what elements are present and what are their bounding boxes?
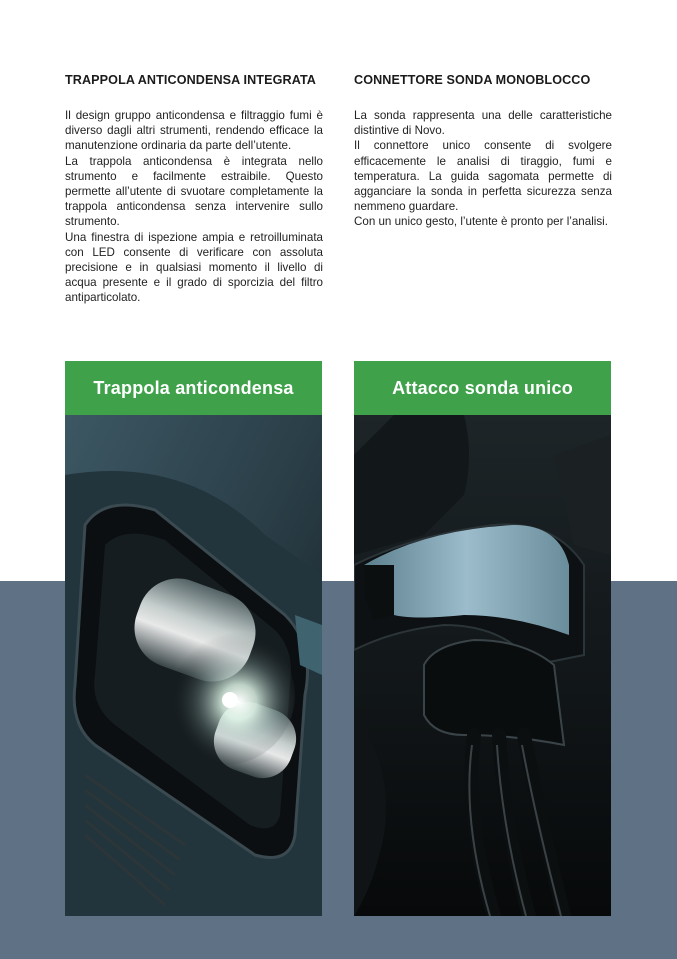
condensate-trap-photo xyxy=(65,415,322,916)
left-text-column xyxy=(65,72,323,306)
card-probe-connector xyxy=(354,361,611,916)
card-title-probe-connector: Attacco sonda unico xyxy=(354,361,611,415)
left-paragraph-1: Il design gruppo anticondensa e filtraggio fumi è diverso dagli altri strumenti, rendendo efficace la manutenzione ordinaria da parte dell’utente. xyxy=(65,109,323,153)
card-title-condensate-trap: Trappola anticondensa xyxy=(65,361,322,415)
card-condensate-trap xyxy=(65,361,322,916)
probe-connector-photo xyxy=(354,415,611,916)
right-paragraph-2: Il connettore unico consente di svolgere efficacemente le analisi di tiraggio, fumi e temperatura. La guida sagomata permette di agganciare la sonda in perfetta sicurezza senza nemmeno guardare. xyxy=(354,139,612,214)
left-paragraph-2: La trappola anticondensa è integrata nello strumento e facilmente estraibile. Questo permette all’utente di svuotare completamente la trappola anticondensa senza intervenire sullo strumento. xyxy=(65,154,323,229)
right-paragraph-3: Con un unico gesto, l’utente è pronto per l’analisi. xyxy=(354,215,608,229)
right-text-column xyxy=(354,72,612,230)
right-heading: CONNETTORE SONDA MONOBLOCCO xyxy=(354,73,591,87)
right-paragraph-1: La sonda rappresenta una delle caratteristiche distintive di Novo. xyxy=(354,109,612,138)
left-heading: TRAPPOLA ANTICONDENSA INTEGRATA xyxy=(65,73,317,87)
left-paragraph-3: Una finestra di ispezione ampia e retroilluminata con LED consente di verificare con assoluta precisione e in qualsiasi momento il livello di acqua presente e il grado di sporcizia del filtro antiparticolato. xyxy=(65,230,323,305)
